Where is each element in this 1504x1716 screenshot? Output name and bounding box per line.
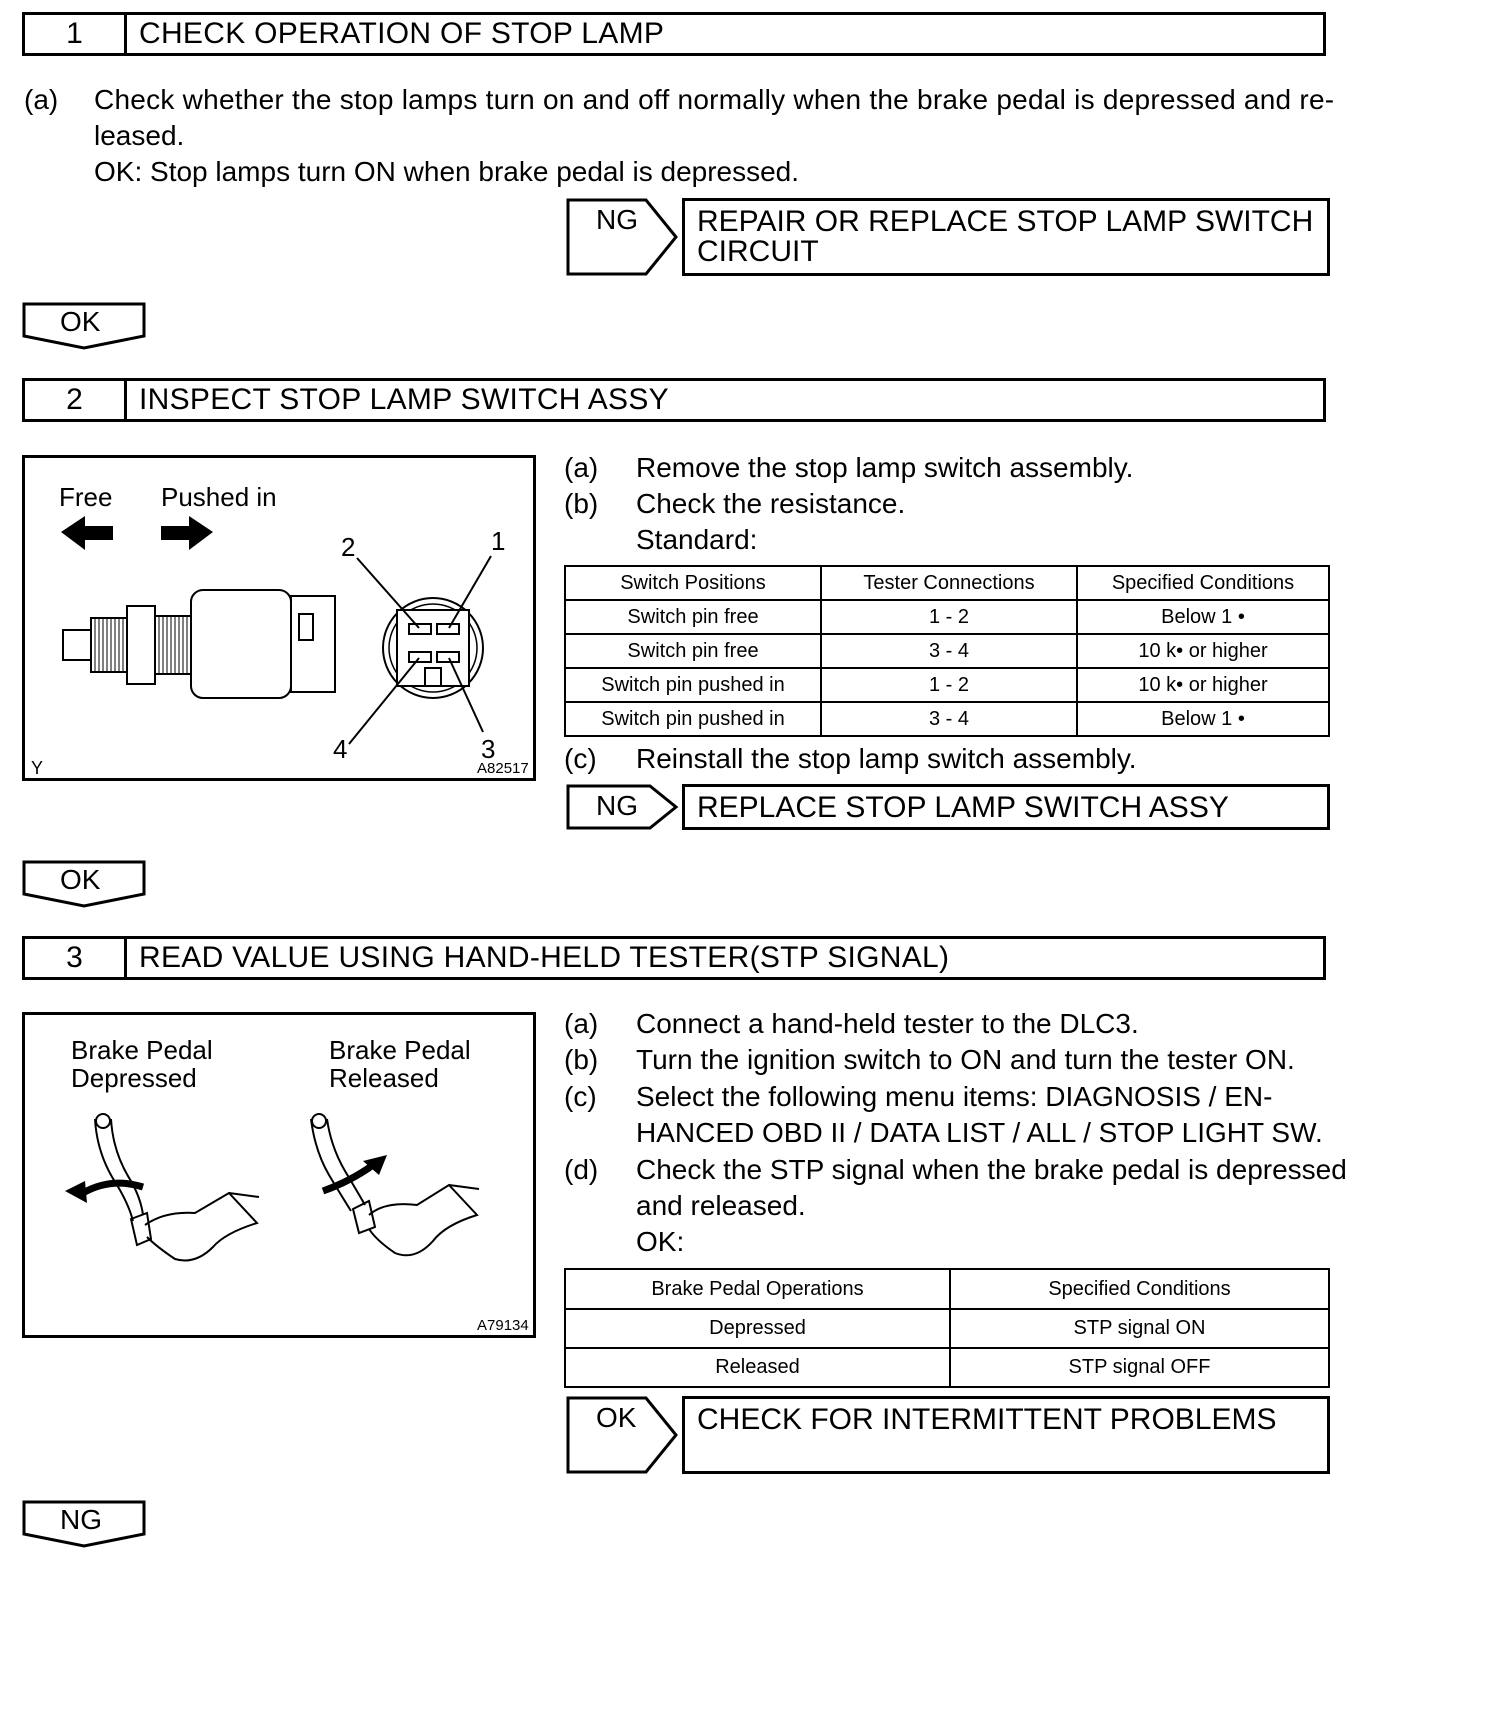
item-label: (c) bbox=[564, 743, 597, 774]
step-2-header bbox=[22, 378, 1326, 422]
item-label: (d) bbox=[564, 1154, 599, 1185]
corner-mark: Y bbox=[31, 758, 44, 778]
curved-arrow-left-icon bbox=[83, 1183, 143, 1193]
pedal-label: Released bbox=[329, 1063, 439, 1093]
item-label: (a) bbox=[564, 452, 599, 483]
table-header: Tester Connections bbox=[821, 566, 1077, 600]
item-text: Remove the stop lamp switch assembly. bbox=[636, 452, 1134, 483]
step-title: INSPECT STOP LAMP SWITCH ASSY bbox=[139, 383, 669, 416]
table-header: Switch Positions bbox=[565, 566, 821, 600]
table-row bbox=[565, 1309, 1329, 1348]
stop-lamp-switch-figure bbox=[22, 455, 536, 781]
left-arrow-icon bbox=[61, 516, 113, 550]
table-header: Brake Pedal Operations bbox=[565, 1269, 950, 1309]
pin-2 bbox=[409, 624, 431, 634]
table-row bbox=[565, 1348, 1329, 1387]
item-text: Turn the ignition switch to ON and turn the tester ON. bbox=[636, 1044, 1295, 1075]
table-cell: 3 - 4 bbox=[821, 634, 1077, 668]
connector bbox=[291, 596, 335, 692]
pedal-label: Depressed bbox=[71, 1063, 197, 1093]
step-number: 1 bbox=[25, 15, 127, 53]
table-cell: Switch pin pushed in bbox=[565, 702, 821, 736]
table-cell: Switch pin free bbox=[565, 634, 821, 668]
tag-label: OK bbox=[60, 864, 101, 895]
action-text: REPLACE STOP LAMP SWITCH ASSY bbox=[697, 791, 1229, 824]
item-text: Check the resistance. bbox=[636, 488, 906, 519]
pin-4 bbox=[409, 652, 431, 662]
pushed-in-label: Pushed in bbox=[161, 482, 277, 512]
ng-branch-tag bbox=[566, 784, 680, 830]
stp-signal-table bbox=[564, 1268, 1330, 1388]
ok-flow-tag bbox=[22, 860, 146, 908]
tag-label: OK bbox=[596, 1402, 637, 1433]
tag-label: NG bbox=[596, 204, 638, 235]
item-text-continued: HANCED OBD II / DATA LIST / ALL / STOP LIGHT SW. bbox=[636, 1117, 1323, 1148]
step-title: CHECK OPERATION OF STOP LAMP bbox=[139, 17, 665, 50]
table-cell: Depressed bbox=[565, 1309, 950, 1348]
table-cell: 10 k• or higher bbox=[1077, 634, 1329, 668]
table-row bbox=[565, 668, 1329, 702]
pin-label: 2 bbox=[341, 532, 356, 562]
table-cell: Switch pin free bbox=[565, 600, 821, 634]
brake-pedal-diagram bbox=[25, 1015, 533, 1335]
table-cell: 3 - 4 bbox=[821, 702, 1077, 736]
pin-label: 3 bbox=[481, 734, 496, 764]
figure-id: A79134 bbox=[477, 1317, 529, 1334]
item-text: Connect a hand-held tester to the DLC3. bbox=[636, 1008, 1139, 1039]
tag-label: OK bbox=[60, 306, 101, 337]
item-text: Select the following menu items: DIAGNOSIS / EN- bbox=[636, 1081, 1273, 1112]
table-cell: Below 1 • bbox=[1077, 702, 1329, 736]
tag-label: NG bbox=[60, 1504, 102, 1535]
item-label: (a) bbox=[564, 1008, 599, 1039]
action-text-continued: CIRCUIT bbox=[697, 235, 819, 268]
resistance-spec-table bbox=[564, 565, 1330, 737]
step-3-header bbox=[22, 936, 1326, 980]
switch-housing bbox=[191, 590, 291, 698]
table-cell: 10 k• or higher bbox=[1077, 668, 1329, 702]
item-label: (a) bbox=[24, 84, 59, 115]
table-header: Specified Conditions bbox=[1077, 566, 1329, 600]
ok-label: OK: bbox=[636, 1226, 685, 1257]
pedal-label: Brake Pedal bbox=[329, 1035, 471, 1065]
tag-label: NG bbox=[596, 790, 638, 821]
brake-pedal-figure bbox=[22, 1012, 536, 1338]
ok-flow-tag bbox=[22, 302, 146, 350]
item-text-continued: and released. bbox=[636, 1190, 806, 1221]
item-text-continued: leased. bbox=[94, 120, 185, 151]
free-label: Free bbox=[59, 482, 113, 512]
step-1-header bbox=[22, 12, 1326, 56]
action-text: REPAIR OR REPLACE STOP LAMP SWITCH bbox=[697, 205, 1314, 238]
item-text: Reinstall the stop lamp switch assembly. bbox=[636, 743, 1137, 774]
threaded-shaft bbox=[91, 618, 127, 672]
pin-label: 4 bbox=[333, 734, 348, 764]
item-label: (c) bbox=[564, 1081, 597, 1112]
ok-criteria: OK: Stop lamps turn ON when brake pedal is depressed. bbox=[94, 156, 800, 187]
item-label: (b) bbox=[564, 488, 599, 519]
lock-nut bbox=[127, 606, 155, 684]
step-number: 3 bbox=[25, 939, 127, 977]
step-number: 2 bbox=[25, 381, 127, 419]
table-row bbox=[565, 702, 1329, 736]
pin-1 bbox=[437, 624, 459, 634]
table-cell: 1 - 2 bbox=[821, 668, 1077, 702]
action-text: CHECK FOR INTERMITTENT PROBLEMS bbox=[697, 1403, 1277, 1436]
ok-branch-tag bbox=[566, 1396, 680, 1474]
ng-flow-tag bbox=[22, 1500, 146, 1548]
ok-action-box bbox=[682, 1396, 1330, 1474]
table-cell: Switch pin pushed in bbox=[565, 668, 821, 702]
pin-3 bbox=[437, 652, 459, 662]
plunger-tip bbox=[63, 630, 91, 660]
table-cell: Below 1 • bbox=[1077, 600, 1329, 634]
table-cell: STP signal OFF bbox=[950, 1348, 1329, 1387]
table-cell: Released bbox=[565, 1348, 950, 1387]
switch-diagram bbox=[25, 458, 533, 778]
pedal-label: Brake Pedal bbox=[71, 1035, 213, 1065]
item-text: Check whether the stop lamps turn on and off normally when the brake pedal is depressed and re- bbox=[94, 84, 1335, 115]
item-text: Check the STP signal when the brake pedal is depressed bbox=[636, 1154, 1347, 1185]
figure-id: A82517 bbox=[477, 760, 529, 777]
table-row bbox=[565, 634, 1329, 668]
table-header: Specified Conditions bbox=[950, 1269, 1329, 1309]
table-cell: 1 - 2 bbox=[821, 600, 1077, 634]
table-cell: STP signal ON bbox=[950, 1309, 1329, 1348]
pin-label: 1 bbox=[491, 526, 506, 556]
ng-action-box bbox=[682, 198, 1330, 276]
ng-action-box bbox=[682, 784, 1330, 830]
ng-branch-tag bbox=[566, 198, 680, 276]
pedal-depressed bbox=[95, 1114, 259, 1261]
right-arrow-icon bbox=[161, 516, 213, 550]
table-row bbox=[565, 600, 1329, 634]
step-title: READ VALUE USING HAND-HELD TESTER(STP SIGNAL) bbox=[139, 941, 950, 974]
standard-label: Standard: bbox=[636, 524, 758, 555]
item-label: (b) bbox=[564, 1044, 599, 1075]
